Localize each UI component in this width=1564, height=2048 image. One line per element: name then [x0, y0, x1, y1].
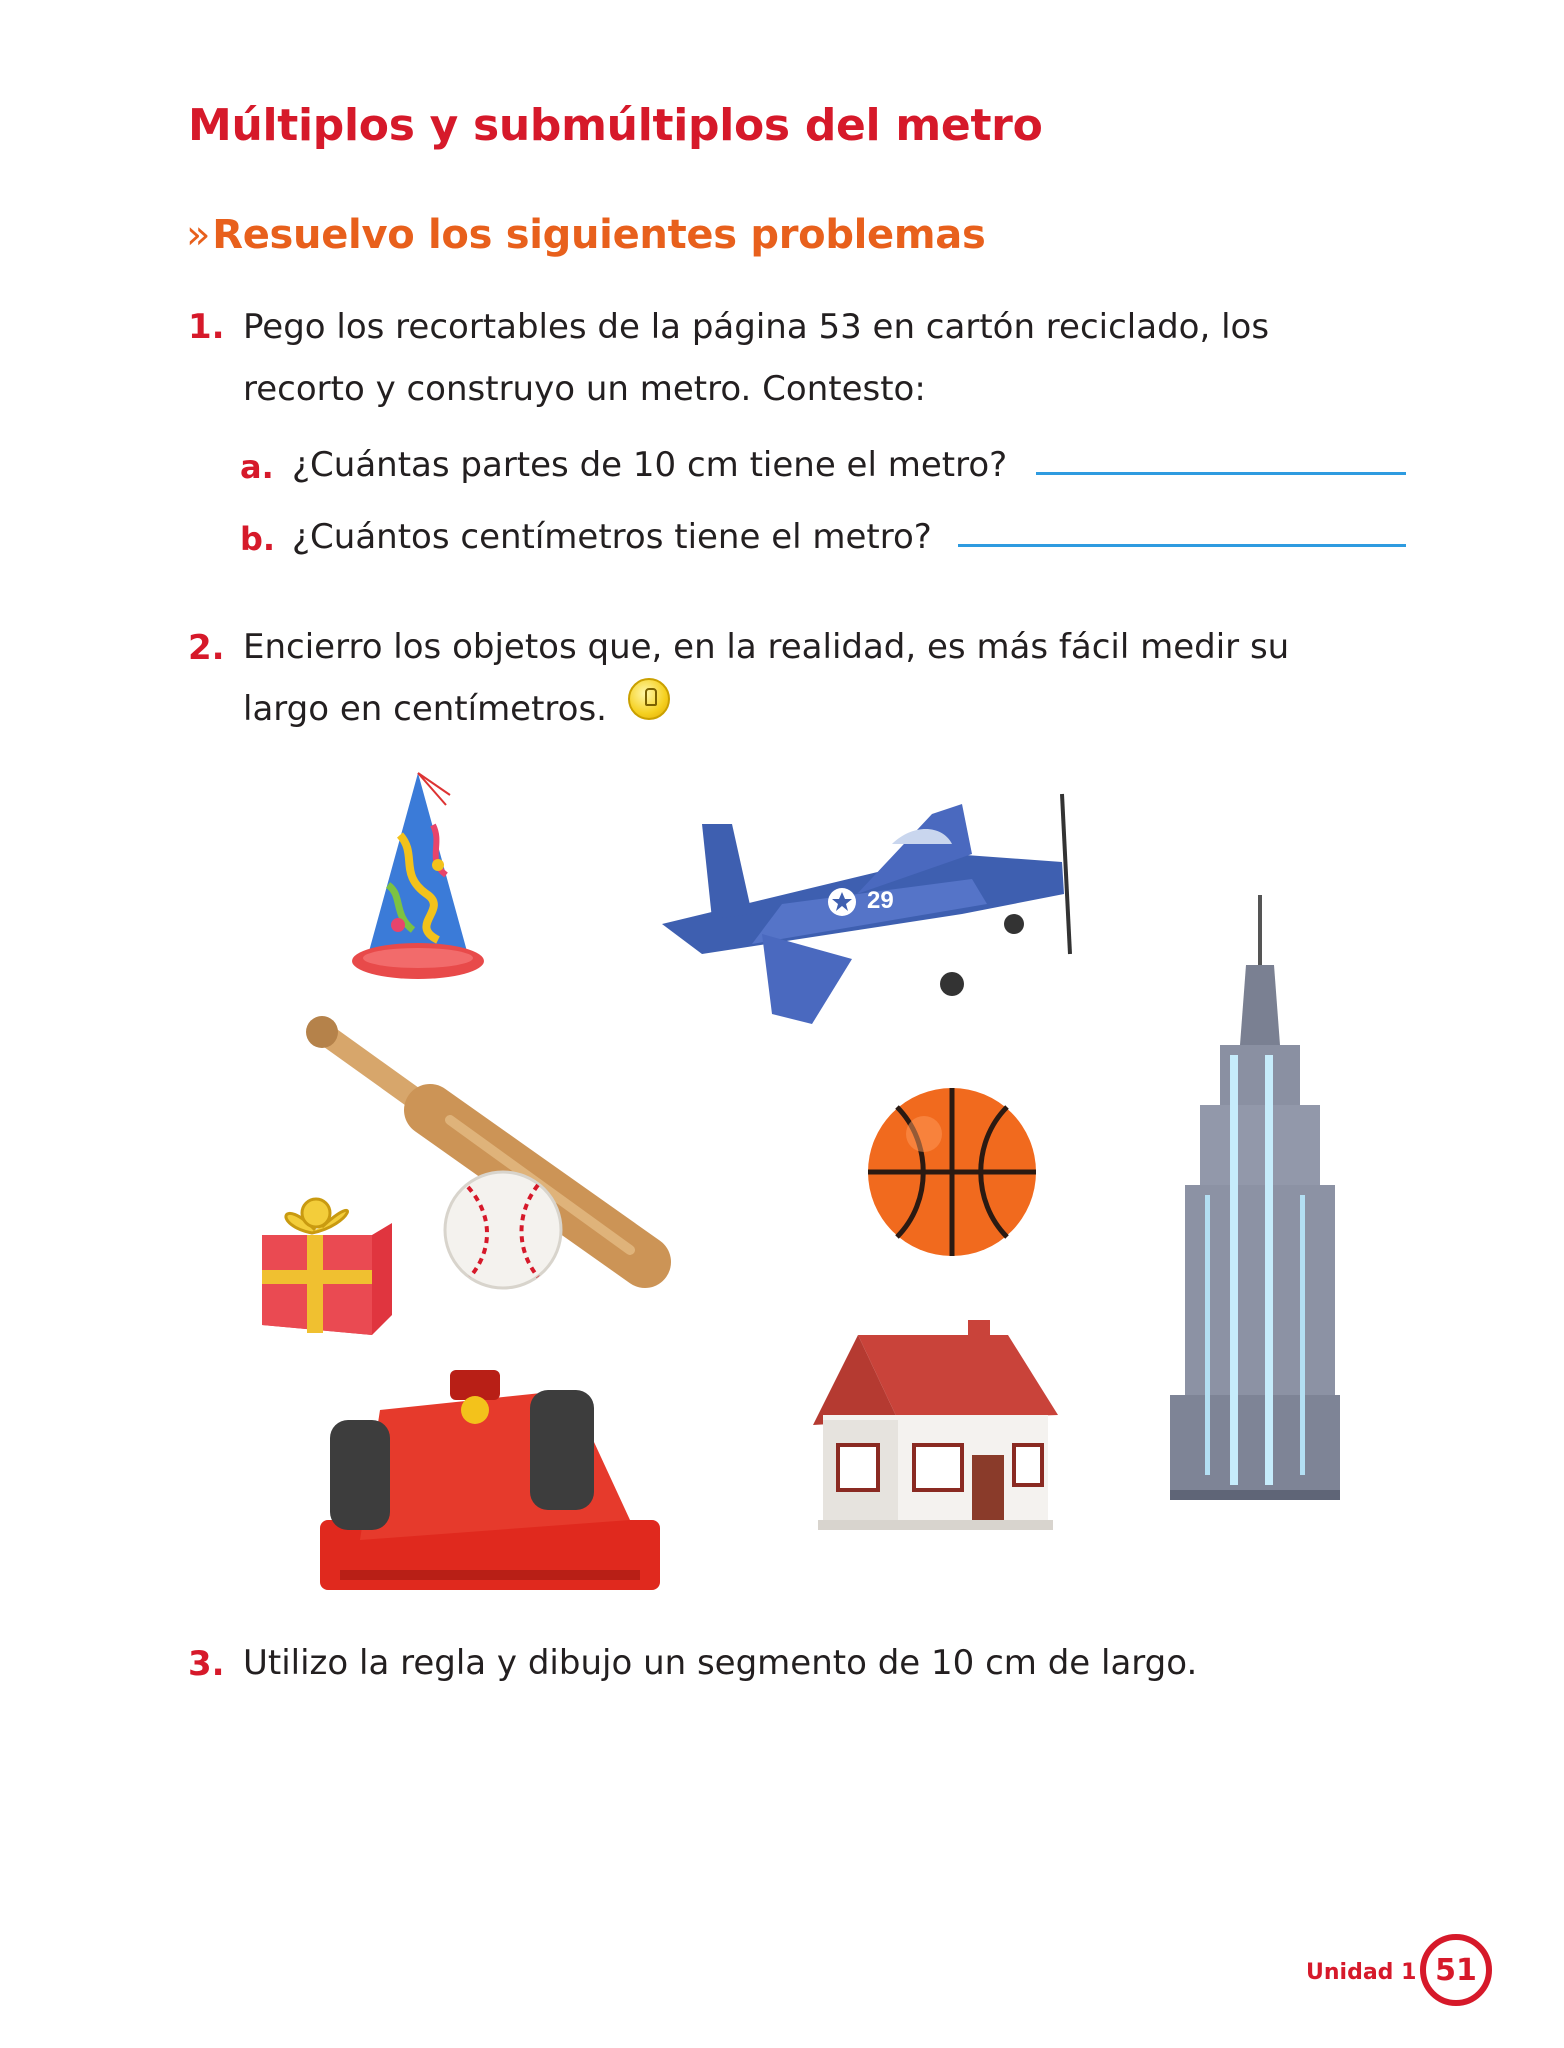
subquestion-b-letter: b.	[240, 520, 276, 558]
lightbulb-icon	[628, 678, 670, 720]
question-1-line-2: recorto y construyo un metro. Contesto:	[243, 369, 926, 409]
subquestion-a-text: ¿Cuántas partes de 10 cm tiene el metro?	[292, 445, 1008, 485]
question-2-number: 2.	[188, 628, 225, 668]
party-hat[interactable]	[338, 765, 498, 995]
question-1-line-1: Pego los recortables de la página 53 en cartón reciclado, los	[243, 307, 1270, 347]
heading-marker: »	[186, 212, 211, 258]
answer-line-b[interactable]	[958, 544, 1406, 547]
question-2-line-1: Encierro los objetos que, en la realidad, es más fácil medir su	[243, 627, 1290, 667]
question-1-text	[243, 296, 1269, 420]
section-heading	[186, 212, 985, 258]
page-number-badge: 51	[1420, 1934, 1492, 2006]
subquestion-a-letter: a.	[240, 448, 274, 486]
question-1-number: 1.	[188, 307, 225, 347]
house[interactable]	[808, 1315, 1068, 1535]
answer-line-a[interactable]	[1036, 472, 1406, 475]
baseball[interactable]	[438, 1165, 568, 1295]
skyscraper[interactable]	[1160, 895, 1350, 1515]
page-title: Múltiplos y submúltiplos del metro	[188, 100, 1043, 151]
question-3-text: Utilizo la regla y dibujo un segmento de 10 cm de largo.	[243, 1643, 1198, 1683]
question-2-text	[243, 616, 1289, 740]
svg-text:29: 29	[867, 887, 894, 914]
question-3-number: 3.	[188, 1644, 225, 1684]
airplane[interactable]	[642, 784, 1082, 1044]
question-2-line-2: largo en centímetros.	[243, 689, 607, 729]
basketball[interactable]	[862, 1082, 1042, 1262]
subquestion-b-text: ¿Cuántos centímetros tiene el metro?	[292, 517, 932, 557]
race-car[interactable]	[320, 1350, 680, 1610]
section-heading-text: Resuelvo los siguientes problemas	[212, 212, 986, 258]
gift-box[interactable]	[252, 1175, 398, 1345]
unit-label: Unidad 1	[1306, 1960, 1417, 1985]
